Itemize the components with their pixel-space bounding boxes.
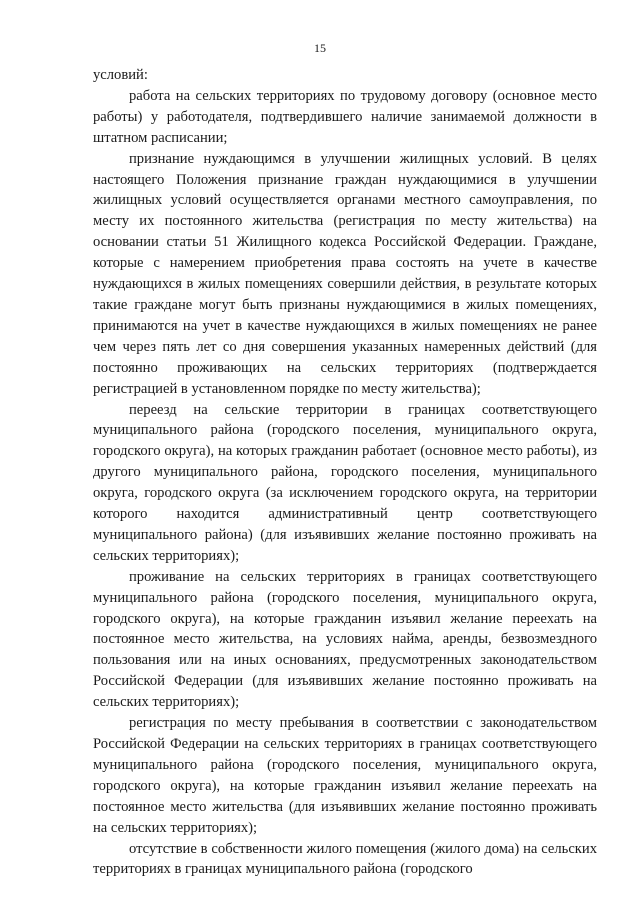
paragraph-employment-condition: работа на сельских территориях по трудовому договору (основное место работы) у работодателя, подтвердившего наличие занимаемой должности в штатном расписании; [93, 87, 597, 146]
page-number: 15 [314, 41, 326, 55]
paragraph-relocation-condition: переезд на сельские территории в границах соответствующего муниципального района (городского поселения, муниципального округа, городского округа), на которых гражданин работает (основное место работы), из другого муниципального района, городского поселения, муниципального округа, городского округа (за исключением городского округа, на территории которого находится административный центр соответствующего муниципального района) (для изъявивших желание постоянно проживать на сельских территориях); [93, 401, 597, 564]
document-body [93, 65, 597, 880]
paragraph-no-ownership-condition: отсутствие в собственности жилого помещения (жилого дома) на сельских территориях в границах муниципального района (городского [93, 840, 597, 878]
paragraph-residence-condition: проживание на сельских территориях в границах соответствующего муниципального района (городского поселения, муниципального округа, городского округа), на которые гражданин изъявил желание переехать на постоянное место жительства, на условиях найма, аренды, безвозмездного пользования или на иных основаниях, предусмотренных законодательством Российской Федерации (для изъявивших желание постоянно проживать на сельских территориях); [93, 568, 597, 711]
paragraph-housing-need-condition: признание нуждающимся в улучшении жилищных условий. В целях настоящего Положения признание граждан нуждающимися в улучшении жилищных условий осуществляется органами местного самоуправления, по месту их постоянного жительства (регистрация по месту жительства) на основании статьи 51 Жилищного кодекса Российской Федерации. Граждане, которые с намерением приобретения права состоять на учете в качестве нуждающихся в жилых помещениях совершили действия, в результате которых такие граждане могут быть признаны нуждающимися в жилых помещениях, принимаются на учет в качестве нуждающихся в жилых помещениях не ранее чем через пять лет со дня совершения указанных намеренных действий (для постоянно проживающих на сельских территориях (подтверждается регистрацией в установленном порядке по месту жительства); [93, 150, 597, 397]
paragraph-continuation: условий: [93, 67, 148, 83]
paragraph-registration-condition: регистрация по месту пребывания в соответствии с законодательством Российской Федерации на сельских территориях в границах соответствующего муниципального района (городского поселения, муниципального округа, городского округа), на которые гражданин изъявил желание переехать на постоянное место жительства (для изъявивших желание постоянно проживать на сельских территориях); [93, 715, 597, 836]
